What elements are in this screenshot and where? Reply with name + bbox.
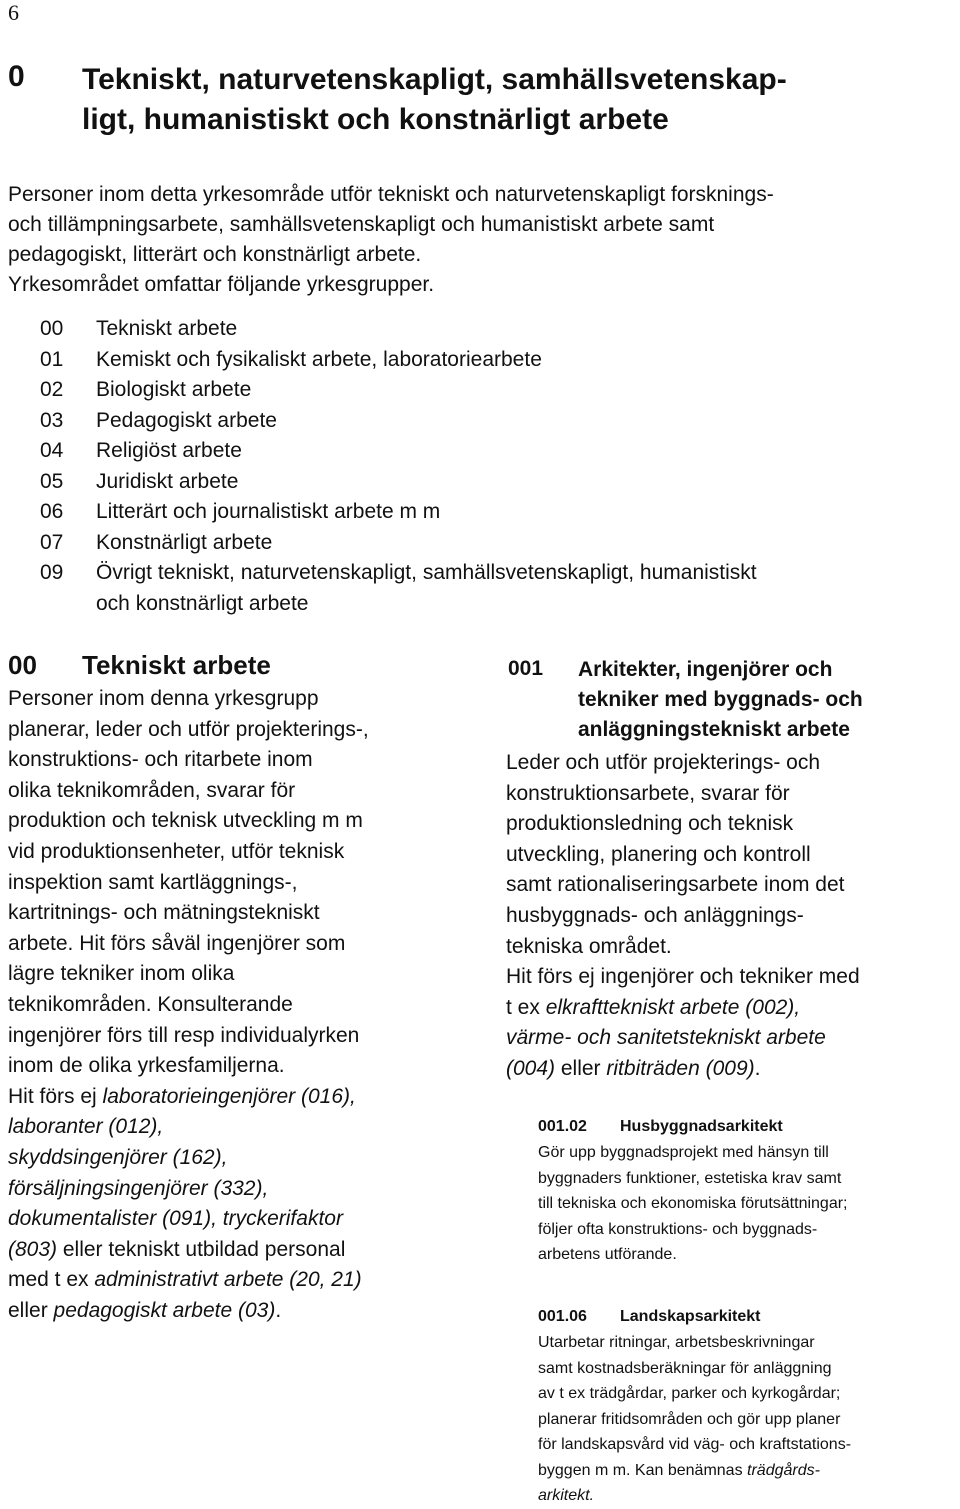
list-item [40, 345, 757, 376]
group-label: Kemiskt och fysikaliskt arbete, laboratoriearbete [96, 347, 542, 371]
subsection-code: 001.06 [538, 1308, 587, 1325]
group-label: Övrigt tekniskt, naturvetenskapligt, samhällsvetenskapligt, humanistiskt [96, 561, 757, 584]
cross-reference: ritbiträden (009) [606, 1056, 755, 1080]
cross-reference: värme- och sanitetstekniskt arbete [506, 1026, 826, 1050]
body-line: teknikområden. Konsulterande [8, 992, 293, 1016]
group-code: 09 [40, 561, 64, 584]
subsection-title: Landskapsarkitekt [620, 1308, 761, 1325]
body-line: byggen m m. Kan benämnas trädgårds- [538, 1461, 820, 1479]
intro-line: Yrkesområdet omfattar följande yrkesgrupper. [8, 273, 435, 296]
cross-reference: (803) [8, 1237, 58, 1261]
exclusion-line [506, 1023, 860, 1054]
cross-reference: laboratorieingenjörer (016), [102, 1084, 356, 1108]
body-line: produktion och teknisk utveckling m m [8, 809, 363, 833]
right-title-line: Arkitekter, ingenjörer och [578, 658, 833, 681]
body-line: inspektion samt kartläggnings-, [8, 870, 298, 894]
group-code: 05 [40, 469, 64, 493]
body-line: för landskapsvård vid väg- och kraftstations- [538, 1436, 852, 1453]
main-section-code: 0 [8, 60, 25, 93]
left-section-title: Tekniskt arbete [82, 650, 271, 680]
group-code: 04 [40, 439, 64, 462]
body-line: Hit förs ej ingenjörer och tekniker med [506, 965, 860, 989]
left-section-code: 00 [8, 650, 37, 680]
subsection-code: 001.02 [538, 1118, 587, 1135]
subsection-husbyggnadsarkitekt [538, 1118, 847, 1268]
group-code: 07 [40, 530, 64, 554]
group-code: 03 [40, 408, 64, 432]
right-title-line: tekniker med byggnads- och [578, 688, 863, 711]
body-line: Utarbetar ritningar, arbetsbeskrivningar [538, 1334, 815, 1351]
subsection-title: Husbyggnadsarkitekt [620, 1118, 783, 1135]
body-line: samt kostnadsberäkningar för anläggning [538, 1359, 832, 1377]
intro-line: och tillämpningsarbete, samhällsvetenskapligt och humanistiskt arbete samt [8, 213, 715, 236]
subsection-body [538, 1140, 847, 1268]
subsection-heading [538, 1308, 851, 1326]
subsection-landskapsarkitekt [538, 1308, 851, 1509]
exclusion-line: eller pedagogiskt arbete (03). [8, 1298, 282, 1322]
exclusion-line [8, 1143, 369, 1174]
body-line: planerar, leder och utför projekterings-, [8, 717, 369, 741]
body-line: konstruktions- och ritarbete inom [8, 748, 313, 772]
right-section-body [506, 748, 860, 1085]
body-line: följer ofta konstruktions- och byggnads- [538, 1220, 818, 1238]
group-label: och konstnärligt arbete [96, 591, 309, 615]
group-label: Konstnärligt arbete [96, 530, 273, 554]
cross-reference: elkrafttekniskt arbete (002), [545, 995, 801, 1019]
body-line: byggnaders funktioner, estetiska krav samt [538, 1169, 842, 1187]
body-line: vid produktionsenheter, utför teknisk [8, 839, 345, 863]
list-item [40, 436, 757, 467]
right-title-line: anläggningstekniskt arbete [578, 718, 850, 741]
right-section-code: 001 [508, 657, 544, 680]
group-code: 06 [40, 500, 64, 523]
main-title-line: Tekniskt, naturvetenskapligt, samhällsvetenskap- [82, 63, 787, 96]
intro-line: Personer inom detta yrkesområde utför tekniskt och naturvetenskapligt forsknings- [8, 183, 774, 206]
alt-title: trädgårds- [747, 1461, 820, 1479]
body-line: till tekniska och ekonomiska förutsättningar; [538, 1195, 848, 1212]
list-item [40, 375, 757, 406]
cross-reference: försäljningsingenjörer (332), [8, 1176, 269, 1200]
cross-reference: administrativt arbete (20, 21) [94, 1268, 362, 1292]
list-item [40, 528, 757, 559]
exclusion-line [8, 1204, 369, 1235]
list-item [40, 314, 757, 345]
cross-reference: laboranter (012), [8, 1115, 164, 1139]
cross-reference: skyddsingenjörer (162), [8, 1145, 228, 1169]
group-label: Juridiskt arbete [96, 469, 239, 493]
group-label: Biologiskt arbete [96, 378, 252, 401]
subsection-body [538, 1330, 851, 1509]
body-line: husbyggnads- och anläggnings- [506, 903, 804, 927]
body-line: planerar fritidsområden och gör upp planer [538, 1410, 841, 1428]
list-item [40, 558, 757, 589]
list-item [40, 467, 757, 498]
body-line [538, 1483, 851, 1509]
group-code: 00 [40, 317, 64, 340]
group-list [40, 314, 757, 619]
cross-reference: pedagogiskt arbete (03) [53, 1298, 276, 1322]
body-line: arbetens utförande. [538, 1246, 677, 1263]
group-label: Tekniskt arbete [96, 317, 238, 340]
exclusion-line: t ex elkrafttekniskt arbete (002), [506, 995, 801, 1019]
group-label: Religiöst arbete [96, 439, 242, 462]
exclusion-line: (803) eller tekniskt utbildad personal [8, 1237, 346, 1261]
exclusion-line: (004) eller ritbiträden (009). [506, 1056, 761, 1080]
body-line: kartritnings- och mätningstekniskt [8, 901, 320, 925]
cross-reference: dokumentalister (091), tryckerifaktor [8, 1207, 343, 1231]
body-line: tekniska området. [506, 934, 672, 958]
exclusion-line: Hit förs ej laboratorieingenjörer (016), [8, 1084, 356, 1108]
group-code: 01 [40, 347, 64, 371]
body-line: olika teknikområden, svarar för [8, 778, 296, 802]
body-line: lägre tekniker inom olika [8, 962, 235, 986]
left-section-body [8, 684, 369, 1326]
body-line: Leder och utför projekterings- och [506, 751, 821, 774]
body-line: ingenjörer förs till resp individualyrken [8, 1023, 360, 1047]
body-line: utveckling, planering och kontroll [506, 842, 811, 866]
body-line: samt rationaliseringsarbete inom det [506, 873, 845, 897]
intro-line: pedagogiskt, litterärt och konstnärligt arbete. [8, 243, 422, 266]
body-line: Gör upp byggnadsprojekt med hänsyn till [538, 1144, 829, 1161]
cross-reference: (004) [506, 1056, 556, 1080]
body-line: produktionsledning och teknisk [506, 812, 794, 836]
page-number: 6 [8, 0, 19, 25]
body-line: konstruktionsarbete, svarar för [506, 781, 790, 805]
list-item-continuation [40, 589, 757, 620]
group-code: 02 [40, 378, 64, 401]
intro-paragraph [8, 180, 774, 300]
group-label: Litterärt och journalistiskt arbete m m [96, 500, 441, 523]
list-item [40, 497, 757, 528]
list-item [40, 406, 757, 437]
body-line: inom de olika yrkesfamiljerna. [8, 1054, 285, 1078]
exclusion-line: med t ex administrativt arbete (20, 21) [8, 1268, 362, 1292]
body-line: Personer inom denna yrkesgrupp [8, 687, 319, 710]
body-line: av t ex trädgårdar, parker och kyrkogårdar; [538, 1385, 841, 1402]
main-section-title [82, 60, 787, 140]
body-line: arbete. Hit förs såväl ingenjörer som [8, 931, 346, 955]
main-title-line: ligt, humanistiskt och konstnärligt arbete [82, 103, 669, 136]
exclusion-line [8, 1174, 369, 1205]
alt-title: arkitekt. [538, 1487, 595, 1504]
group-label: Pedagogiskt arbete [96, 408, 277, 432]
exclusion-line [8, 1112, 369, 1143]
right-section-title [578, 655, 863, 745]
subsection-heading [538, 1118, 847, 1136]
